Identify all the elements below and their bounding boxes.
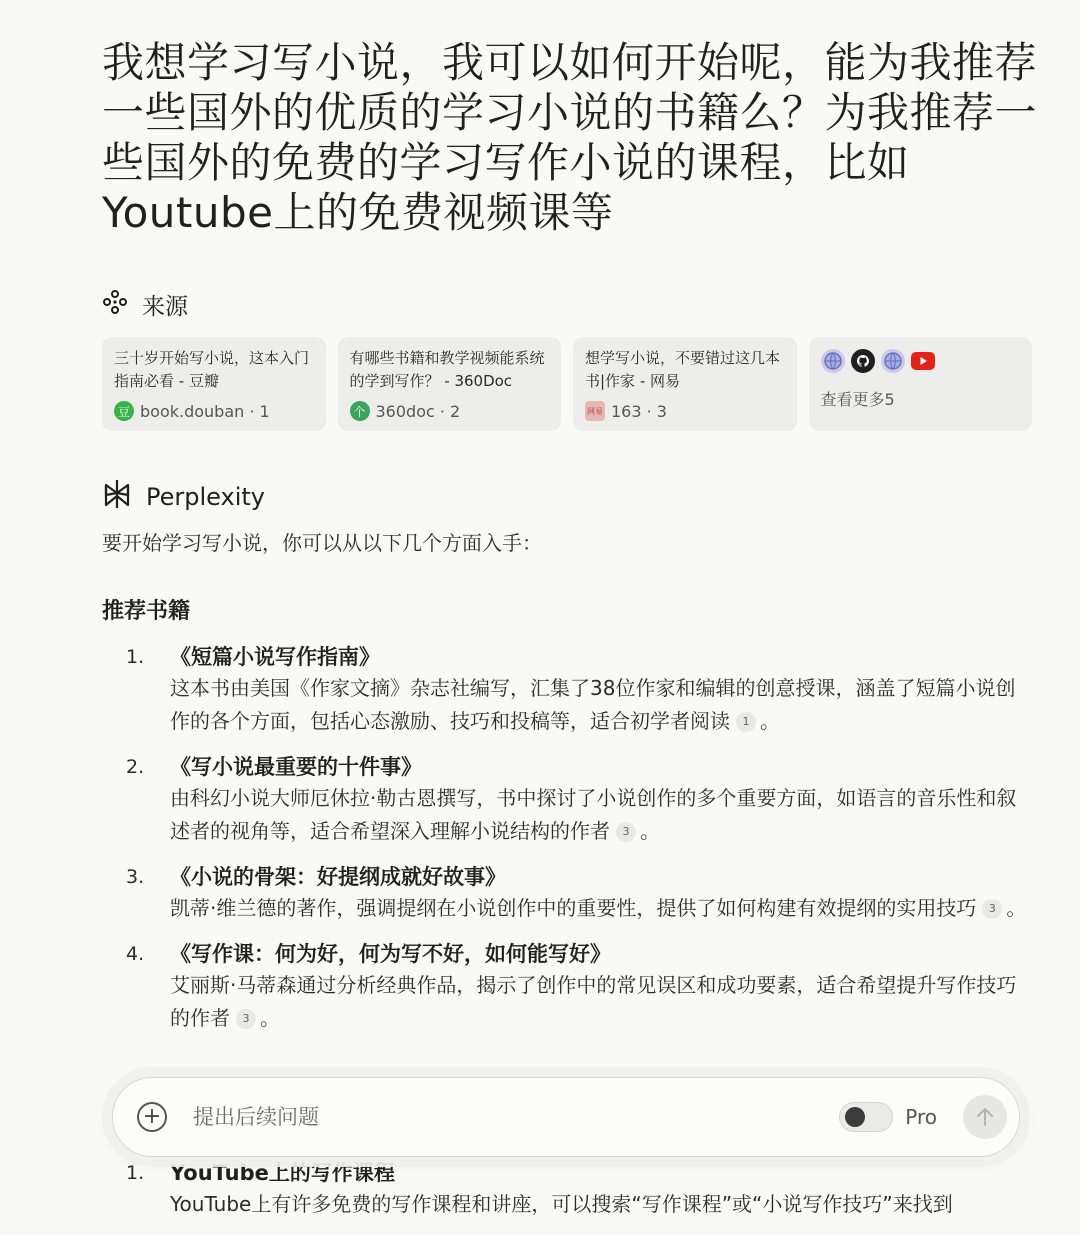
course-desc: YouTube上有许多免费的写作课程和讲座，可以搜索“写作课程”或“小说写作技巧”来找到 [170,1192,953,1216]
book-title: 《写小说最重要的十件事》 [170,755,422,779]
book-title: 《写作课：何为好，何为写不好，如何能写好》 [170,942,611,966]
book-title: 《短篇小说写作指南》 [170,645,380,669]
citation-badge[interactable]: 1 [736,712,756,732]
item-number: 3. [126,866,145,888]
source-card[interactable] [102,337,326,431]
globe-icon [821,349,845,373]
item-number: 1. [126,1162,145,1184]
add-attachment-button[interactable]: + [137,1102,167,1132]
book-desc: 这本书由美国《作家文摘》杂志社编写，汇集了38位作家和编辑的创意授课，涵盖了短篇小说创作的各个方面，包括心态激励、技巧和投稿等，适合初学者阅读 [170,676,1016,733]
more-sources-card[interactable] [809,337,1033,431]
answer-intro: 要开始学习写小说，你可以从以下几个方面入手： [102,531,542,555]
punct: 。 [1006,896,1027,920]
followup-composer [112,1077,1020,1157]
book-desc: 由科幻小说大师厄休拉·勒古恩撰写，书中探讨了小说创作的多个重要方面，如语言的音乐性和叙述者的视角等，适合希望深入理解小说结构的作者 [170,786,1017,843]
sources-icon [102,289,128,321]
360doc-icon: 个 [350,401,370,421]
punct: 。 [260,1006,280,1030]
source-site: 360doc · 2 [375,401,461,421]
citation-badge[interactable]: 3 [616,822,636,842]
item-number: 2. [126,756,145,778]
list-item [102,862,1032,925]
item-number: 1. [126,646,145,668]
perplexity-logo-icon [102,478,132,516]
citation-badge[interactable]: 3 [236,1009,256,1029]
sources-list [102,337,1032,431]
source-title: 三十岁开始写小说，这本入门指南必看 - 豆瓣 [114,349,310,390]
list-item [102,1158,1032,1221]
github-icon [851,349,875,373]
item-number: 4. [126,943,145,965]
netease-icon: 网易 [585,401,605,421]
course-title: YouTube上的写作课程 [170,1161,395,1185]
source-title: 有哪些书籍和教学视频能系统的学到写作？ - 360Doc [349,349,545,390]
courses-list [102,1158,1032,1235]
pro-toggle[interactable] [839,1102,893,1132]
source-card[interactable] [573,337,797,431]
books-heading: 推荐书籍 [102,599,191,624]
toggle-knob [845,1107,865,1127]
sources-header [102,288,188,321]
more-sources-label: 查看更多5 [820,390,895,409]
book-desc: 艾丽斯·马蒂森通过分析经典作品，揭示了创作中的常见误区和成功要素，适合希望提升写作技巧的作者 [170,973,1017,1030]
douban-icon: 豆 [114,401,134,421]
book-desc: 凯蒂·维兰德的著作，强调提纲在小说创作中的重要性，提供了如何构建有效提纲的实用技巧 [170,896,977,920]
punct: 。 [640,819,660,843]
books-list [102,642,1032,1049]
source-card[interactable] [338,337,562,431]
send-button[interactable] [963,1095,1007,1139]
punct: 。 [760,709,780,733]
source-title: 想学写小说，不要错过这几本书|作家 - 网易 [585,349,781,390]
source-site: book.douban · 1 [140,401,270,421]
sources-heading: 来源 [142,294,188,320]
source-site: 163 · 3 [611,401,667,421]
book-title: 《小说的骨架：好提纲成就好故事》 [170,865,506,889]
list-item [102,939,1032,1035]
list-item [102,642,1032,738]
followup-input[interactable] [191,1104,839,1130]
citation-badge[interactable]: 3 [982,899,1002,919]
answer-brand: Perplexity [146,483,265,511]
question-title: 我想学习写小说，我可以如何开始呢，能为我推荐一些国外的优质的学习小说的书籍么？为我推荐一些国外的免费的学习写作小说的课程，比如Youtube上的免费视频课等 [102,38,1038,237]
arrow-up-icon [976,1107,994,1127]
pro-label: Pro [905,1105,937,1129]
list-item [102,752,1032,848]
youtube-icon [911,349,935,373]
answer-header [102,478,265,516]
globe-icon [881,349,905,373]
